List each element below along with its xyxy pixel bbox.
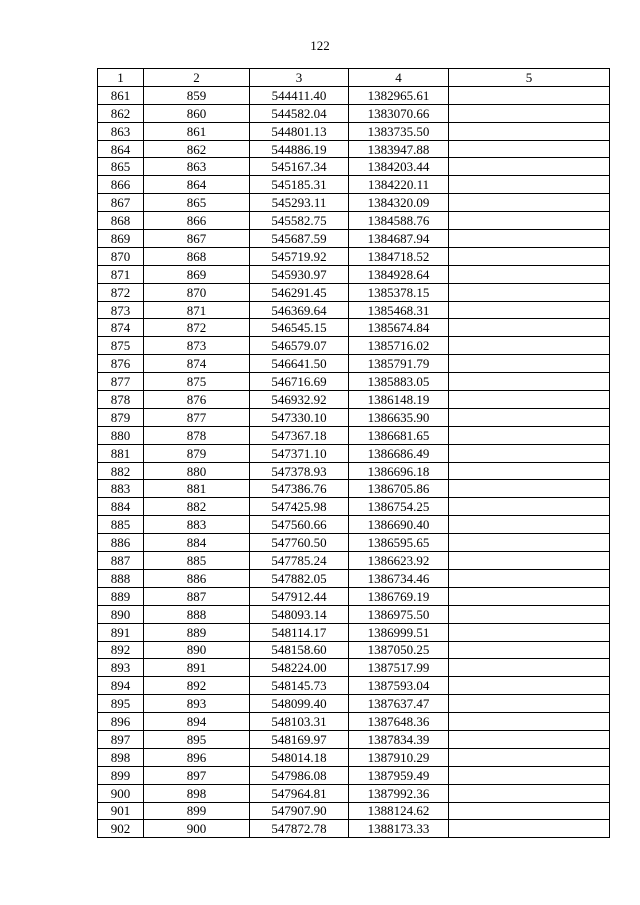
- table-cell-col-5: [449, 677, 610, 695]
- table-cell-col-3: 547872.78: [250, 820, 349, 838]
- table-cell-col-4: 1385791.79: [349, 355, 449, 373]
- table-cell-col-2: 875: [144, 373, 250, 391]
- table-cell-col-4: 1386681.65: [349, 426, 449, 444]
- table-cell-col-4: 1384928.64: [349, 265, 449, 283]
- table-cell-col-1: 878: [98, 391, 144, 409]
- table-cell-col-5: [449, 480, 610, 498]
- table-cell-col-3: 545582.75: [250, 212, 349, 230]
- table-cell-col-4: 1386623.92: [349, 552, 449, 570]
- table-row: [98, 695, 610, 713]
- table-cell-col-3: 547907.90: [250, 802, 349, 820]
- table-cell-col-3: 546545.15: [250, 319, 349, 337]
- table-cell-col-3: 545719.92: [250, 247, 349, 265]
- table-cell-col-1: 901: [98, 802, 144, 820]
- table-cell-col-5: [449, 337, 610, 355]
- table-cell-col-2: 872: [144, 319, 250, 337]
- table-cell-col-4: 1388124.62: [349, 802, 449, 820]
- table-cell-col-4: 1384320.09: [349, 194, 449, 212]
- table-row: [98, 283, 610, 301]
- table-row: [98, 247, 610, 265]
- column-header-2: 2: [144, 69, 250, 87]
- table-cell-col-3: 546291.45: [250, 283, 349, 301]
- table-cell-col-1: 886: [98, 534, 144, 552]
- table-cell-col-1: 888: [98, 569, 144, 587]
- table-cell-col-3: 544801.13: [250, 122, 349, 140]
- table-cell-col-3: 547964.81: [250, 784, 349, 802]
- table-row: [98, 605, 610, 623]
- table-cell-col-4: 1382965.61: [349, 86, 449, 104]
- table-cell-col-5: [449, 230, 610, 248]
- table-cell-col-4: 1387517.99: [349, 659, 449, 677]
- table-row: [98, 623, 610, 641]
- table-cell-col-2: 892: [144, 677, 250, 695]
- table-cell-col-5: [449, 462, 610, 480]
- table-row: [98, 587, 610, 605]
- table-cell-col-3: 545930.97: [250, 265, 349, 283]
- table-cell-col-4: 1384203.44: [349, 158, 449, 176]
- table-cell-col-4: 1383070.66: [349, 104, 449, 122]
- table-cell-col-5: [449, 265, 610, 283]
- table-row: [98, 802, 610, 820]
- table-cell-col-5: [449, 516, 610, 534]
- table-cell-col-5: [449, 391, 610, 409]
- table-row: [98, 766, 610, 784]
- table-cell-col-3: 548114.17: [250, 623, 349, 641]
- table-cell-col-4: 1386690.40: [349, 516, 449, 534]
- table-row: [98, 748, 610, 766]
- table-cell-col-4: 1387992.36: [349, 784, 449, 802]
- table-cell-col-4: 1385468.31: [349, 301, 449, 319]
- table-cell-col-3: 547882.05: [250, 569, 349, 587]
- table-cell-col-3: 547378.93: [250, 462, 349, 480]
- table-cell-col-3: 544411.40: [250, 86, 349, 104]
- table-cell-col-5: [449, 802, 610, 820]
- table-cell-col-1: 894: [98, 677, 144, 695]
- table-cell-col-3: 548158.60: [250, 641, 349, 659]
- table-cell-col-3: 546716.69: [250, 373, 349, 391]
- table-cell-col-3: 548093.14: [250, 605, 349, 623]
- table-cell-col-3: 547425.98: [250, 498, 349, 516]
- table-cell-col-5: [449, 641, 610, 659]
- table-cell-col-2: 859: [144, 86, 250, 104]
- table-cell-col-2: 894: [144, 713, 250, 731]
- table-cell-col-4: 1387050.25: [349, 641, 449, 659]
- table-cell-col-2: 882: [144, 498, 250, 516]
- coordinates-table: [97, 68, 610, 838]
- table-cell-col-1: 881: [98, 444, 144, 462]
- table-cell-col-3: 548014.18: [250, 748, 349, 766]
- table-row: [98, 552, 610, 570]
- column-header-5: 5: [449, 69, 610, 87]
- table-cell-col-4: 1386635.90: [349, 408, 449, 426]
- table-cell-col-1: 871: [98, 265, 144, 283]
- table-cell-col-2: 887: [144, 587, 250, 605]
- table-row: [98, 176, 610, 194]
- table-cell-col-2: 874: [144, 355, 250, 373]
- table-cell-col-4: 1386754.25: [349, 498, 449, 516]
- table-cell-col-5: [449, 247, 610, 265]
- table-cell-col-2: 890: [144, 641, 250, 659]
- table-cell-col-2: 898: [144, 784, 250, 802]
- table-cell-col-2: 870: [144, 283, 250, 301]
- table-cell-col-3: 547371.10: [250, 444, 349, 462]
- table-cell-col-5: [449, 605, 610, 623]
- table-cell-col-1: 867: [98, 194, 144, 212]
- table-cell-col-1: 880: [98, 426, 144, 444]
- table-cell-col-5: [449, 444, 610, 462]
- table-cell-col-2: 866: [144, 212, 250, 230]
- table-cell-col-1: 882: [98, 462, 144, 480]
- table-row: [98, 426, 610, 444]
- table-body: [98, 86, 610, 837]
- table-cell-col-1: 865: [98, 158, 144, 176]
- table-cell-col-1: 898: [98, 748, 144, 766]
- table-cell-col-1: 872: [98, 283, 144, 301]
- column-header-3: 3: [250, 69, 349, 87]
- table-row: [98, 534, 610, 552]
- table-cell-col-1: 899: [98, 766, 144, 784]
- table-cell-col-5: [449, 194, 610, 212]
- table-cell-col-2: 868: [144, 247, 250, 265]
- table-row: [98, 462, 610, 480]
- table-cell-col-2: 878: [144, 426, 250, 444]
- table-cell-col-4: 1386999.51: [349, 623, 449, 641]
- table-row: [98, 373, 610, 391]
- table-cell-col-2: 895: [144, 730, 250, 748]
- table-cell-col-1: 876: [98, 355, 144, 373]
- table-row: [98, 784, 610, 802]
- table-cell-col-3: 547986.08: [250, 766, 349, 784]
- table-cell-col-2: 869: [144, 265, 250, 283]
- table-cell-col-2: 891: [144, 659, 250, 677]
- table-cell-col-1: 864: [98, 140, 144, 158]
- table-cell-col-4: 1384588.76: [349, 212, 449, 230]
- table-cell-col-1: 869: [98, 230, 144, 248]
- table-cell-col-5: [449, 426, 610, 444]
- table-header: [98, 69, 610, 87]
- table-cell-col-5: [449, 748, 610, 766]
- table-cell-col-5: [449, 319, 610, 337]
- table-cell-col-5: [449, 820, 610, 838]
- table-row: [98, 158, 610, 176]
- table-row: [98, 194, 610, 212]
- table-cell-col-3: 544886.19: [250, 140, 349, 158]
- table-cell-col-2: 883: [144, 516, 250, 534]
- table-cell-col-2: 888: [144, 605, 250, 623]
- table-cell-col-2: 862: [144, 140, 250, 158]
- table-cell-col-5: [449, 212, 610, 230]
- table-cell-col-1: 900: [98, 784, 144, 802]
- table-cell-col-2: 886: [144, 569, 250, 587]
- table-cell-col-3: 547785.24: [250, 552, 349, 570]
- table-cell-col-4: 1385674.84: [349, 319, 449, 337]
- table-cell-col-1: 879: [98, 408, 144, 426]
- table-cell-col-1: 890: [98, 605, 144, 623]
- table-cell-col-2: 900: [144, 820, 250, 838]
- table-cell-col-3: 546579.07: [250, 337, 349, 355]
- table-cell-col-5: [449, 766, 610, 784]
- table-cell-col-2: 896: [144, 748, 250, 766]
- table-cell-col-4: 1386975.50: [349, 605, 449, 623]
- table-row: [98, 391, 610, 409]
- table-cell-col-3: 548145.73: [250, 677, 349, 695]
- table-row: [98, 408, 610, 426]
- table-cell-col-5: [449, 534, 610, 552]
- table-cell-col-4: 1384718.52: [349, 247, 449, 265]
- table-cell-col-1: 863: [98, 122, 144, 140]
- table-cell-col-5: [449, 730, 610, 748]
- table-cell-col-5: [449, 283, 610, 301]
- table-cell-col-2: 885: [144, 552, 250, 570]
- table-row: [98, 212, 610, 230]
- table-cell-col-3: 547760.50: [250, 534, 349, 552]
- column-header-1: 1: [98, 69, 144, 87]
- table-cell-col-4: 1384220.11: [349, 176, 449, 194]
- table-cell-col-1: 902: [98, 820, 144, 838]
- table-row: [98, 677, 610, 695]
- table-cell-col-1: 895: [98, 695, 144, 713]
- table-cell-col-2: 897: [144, 766, 250, 784]
- table-cell-col-5: [449, 713, 610, 731]
- table-cell-col-4: 1386769.19: [349, 587, 449, 605]
- table-cell-col-4: 1386595.65: [349, 534, 449, 552]
- table-cell-col-5: [449, 140, 610, 158]
- table-cell-col-3: 544582.04: [250, 104, 349, 122]
- table-cell-col-4: 1387834.39: [349, 730, 449, 748]
- table-cell-col-4: 1386148.19: [349, 391, 449, 409]
- table-cell-col-3: 545167.34: [250, 158, 349, 176]
- table-cell-col-2: 884: [144, 534, 250, 552]
- table-cell-col-2: 899: [144, 802, 250, 820]
- table-cell-col-5: [449, 587, 610, 605]
- table-cell-col-1: 893: [98, 659, 144, 677]
- table-cell-col-1: 883: [98, 480, 144, 498]
- table-cell-col-4: 1385716.02: [349, 337, 449, 355]
- table-cell-col-2: 879: [144, 444, 250, 462]
- table-cell-col-5: [449, 301, 610, 319]
- table-cell-col-2: 876: [144, 391, 250, 409]
- table-cell-col-5: [449, 86, 610, 104]
- table-cell-col-1: 874: [98, 319, 144, 337]
- table-row: [98, 444, 610, 462]
- table-cell-col-1: 896: [98, 713, 144, 731]
- table-cell-col-2: 867: [144, 230, 250, 248]
- table-row: [98, 480, 610, 498]
- table-cell-col-2: 871: [144, 301, 250, 319]
- table-cell-col-4: 1387959.49: [349, 766, 449, 784]
- column-header-4: 4: [349, 69, 449, 87]
- page-number: 122: [310, 38, 330, 53]
- table-cell-col-2: 881: [144, 480, 250, 498]
- table-cell-col-1: 897: [98, 730, 144, 748]
- table-cell-col-5: [449, 659, 610, 677]
- table-cell-col-3: 546932.92: [250, 391, 349, 409]
- table-cell-col-3: 546641.50: [250, 355, 349, 373]
- table-cell-col-5: [449, 569, 610, 587]
- table-cell-col-3: 546369.64: [250, 301, 349, 319]
- table-cell-col-3: 547912.44: [250, 587, 349, 605]
- table-cell-col-2: 865: [144, 194, 250, 212]
- table-cell-col-1: 873: [98, 301, 144, 319]
- table-row: [98, 104, 610, 122]
- table-row: [98, 820, 610, 838]
- table-cell-col-4: 1388173.33: [349, 820, 449, 838]
- table-cell-col-1: 889: [98, 587, 144, 605]
- table-cell-col-4: 1386705.86: [349, 480, 449, 498]
- table-row: [98, 730, 610, 748]
- table-row: [98, 122, 610, 140]
- table-cell-col-4: 1387910.29: [349, 748, 449, 766]
- table-cell-col-5: [449, 122, 610, 140]
- table-cell-col-3: 548169.97: [250, 730, 349, 748]
- table-row: [98, 569, 610, 587]
- table-cell-col-2: 880: [144, 462, 250, 480]
- table-row: [98, 265, 610, 283]
- table-cell-col-4: 1386696.18: [349, 462, 449, 480]
- table-cell-col-4: 1383735.50: [349, 122, 449, 140]
- table-row: [98, 641, 610, 659]
- table-cell-col-5: [449, 373, 610, 391]
- table-cell-col-5: [449, 498, 610, 516]
- table-cell-col-1: 868: [98, 212, 144, 230]
- table-cell-col-3: 548099.40: [250, 695, 349, 713]
- table-cell-col-3: 547367.18: [250, 426, 349, 444]
- table-cell-col-2: 873: [144, 337, 250, 355]
- table-row: [98, 516, 610, 534]
- table-row: [98, 337, 610, 355]
- table-cell-col-4: 1385378.15: [349, 283, 449, 301]
- table-cell-col-1: 884: [98, 498, 144, 516]
- table-row: [98, 301, 610, 319]
- table-cell-col-1: 877: [98, 373, 144, 391]
- table-cell-col-5: [449, 623, 610, 641]
- table-cell-col-1: 870: [98, 247, 144, 265]
- table-cell-col-5: [449, 408, 610, 426]
- table-cell-col-3: 545185.31: [250, 176, 349, 194]
- header-row: [98, 69, 610, 87]
- table-cell-col-2: 877: [144, 408, 250, 426]
- table-cell-col-1: 866: [98, 176, 144, 194]
- table-cell-col-4: 1387593.04: [349, 677, 449, 695]
- table-cell-col-1: 862: [98, 104, 144, 122]
- table-cell-col-5: [449, 158, 610, 176]
- table-cell-col-4: 1386686.49: [349, 444, 449, 462]
- table-cell-col-4: 1384687.94: [349, 230, 449, 248]
- table-cell-col-1: 891: [98, 623, 144, 641]
- table-cell-col-1: 892: [98, 641, 144, 659]
- table-row: [98, 355, 610, 373]
- table-cell-col-5: [449, 695, 610, 713]
- table-cell-col-5: [449, 176, 610, 194]
- table-cell-col-3: 548224.00: [250, 659, 349, 677]
- table-cell-col-1: 885: [98, 516, 144, 534]
- table-cell-col-5: [449, 784, 610, 802]
- table-cell-col-3: 545687.59: [250, 230, 349, 248]
- table-cell-col-4: 1387637.47: [349, 695, 449, 713]
- table-cell-col-2: 860: [144, 104, 250, 122]
- table-cell-col-3: 547560.66: [250, 516, 349, 534]
- table-cell-col-3: 547330.10: [250, 408, 349, 426]
- table-cell-col-2: 893: [144, 695, 250, 713]
- table-cell-col-4: 1383947.88: [349, 140, 449, 158]
- table-row: [98, 319, 610, 337]
- table-cell-col-1: 861: [98, 86, 144, 104]
- table-cell-col-5: [449, 355, 610, 373]
- table-cell-col-4: 1385883.05: [349, 373, 449, 391]
- table-cell-col-5: [449, 552, 610, 570]
- table-row: [98, 659, 610, 677]
- table-row: [98, 230, 610, 248]
- table-row: [98, 86, 610, 104]
- table-cell-col-4: 1386734.46: [349, 569, 449, 587]
- table-row: [98, 713, 610, 731]
- table-cell-col-2: 889: [144, 623, 250, 641]
- table-row: [98, 140, 610, 158]
- table-cell-col-1: 875: [98, 337, 144, 355]
- table-cell-col-3: 547386.76: [250, 480, 349, 498]
- table-cell-col-2: 863: [144, 158, 250, 176]
- table-cell-col-3: 545293.11: [250, 194, 349, 212]
- table-cell-col-4: 1387648.36: [349, 713, 449, 731]
- table-cell-col-2: 864: [144, 176, 250, 194]
- table-cell-col-2: 861: [144, 122, 250, 140]
- table-cell-col-3: 548103.31: [250, 713, 349, 731]
- table-cell-col-5: [449, 104, 610, 122]
- table-cell-col-1: 887: [98, 552, 144, 570]
- table-row: [98, 498, 610, 516]
